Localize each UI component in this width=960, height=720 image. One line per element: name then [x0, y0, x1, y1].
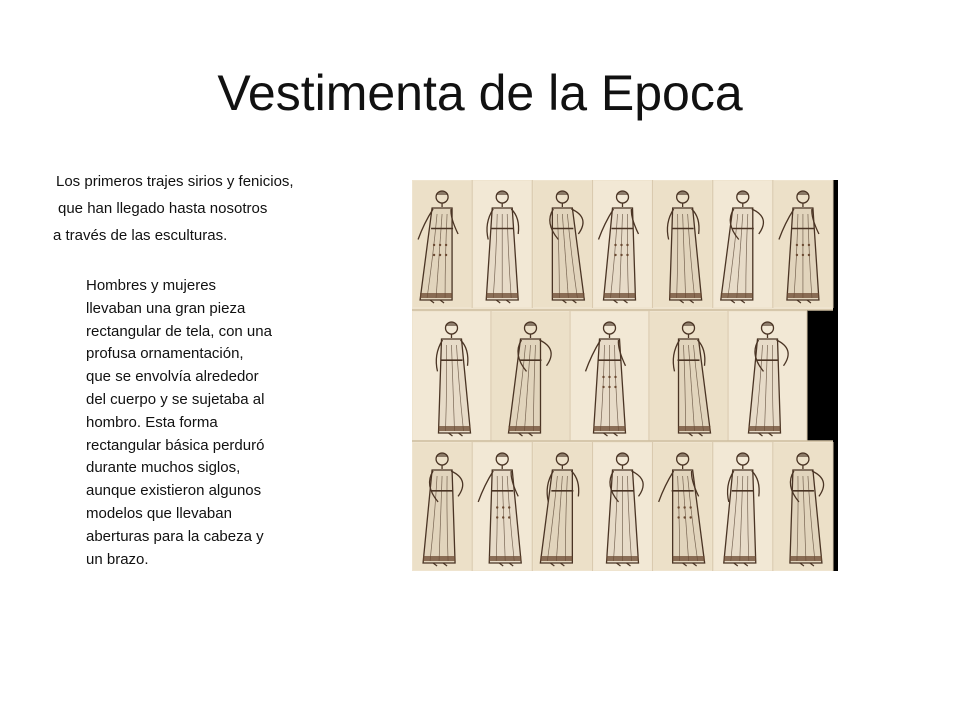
costume-figure	[473, 180, 532, 308]
costume-figure	[533, 442, 592, 571]
body-line: llevaban una gran pieza	[86, 299, 246, 317]
costume-illustration-image	[412, 180, 838, 571]
costume-figure	[593, 180, 652, 308]
body-line: que se envolvía alrededor	[86, 368, 259, 386]
body-line: rectangular básica perduró	[86, 436, 265, 454]
body-line: hombro. Esta forma	[86, 413, 218, 431]
costume-figure	[714, 180, 773, 308]
costume-figure	[413, 311, 491, 441]
costume-figure	[650, 311, 728, 441]
intro-text	[40, 168, 380, 249]
costume-figure	[774, 180, 833, 308]
costume-figure	[654, 180, 713, 308]
body-line: Hombres y mujeres	[86, 277, 217, 294]
body-line: del cuerpo y se sujetaba al	[86, 390, 265, 408]
body-paragraph	[86, 275, 326, 571]
body-line: aunque existieron algunos	[86, 482, 262, 500]
costume-figure	[714, 442, 773, 571]
costume-figure	[571, 311, 649, 441]
costume-figure	[492, 311, 570, 441]
costume-figure	[593, 442, 652, 571]
body-line: durante muchos siglos,	[86, 459, 241, 477]
body-line: aberturas para la cabeza y	[86, 527, 264, 545]
slide-title: Vestimenta de la Epoca	[217, 65, 743, 121]
costume-figure	[533, 180, 592, 308]
costume-figure	[473, 442, 532, 571]
body-line: profusa ornamentación,	[86, 345, 244, 363]
black-border-block	[807, 310, 838, 441]
costume-illustration-collage	[412, 180, 838, 571]
costume-figure	[774, 442, 833, 571]
body-line: rectangular de tela, con una	[86, 322, 272, 340]
costume-figure	[413, 180, 472, 308]
costume-figure	[654, 442, 713, 571]
costume-figure	[413, 442, 472, 571]
body-line: modelos que llevaban	[86, 504, 232, 522]
body-line: un brazo.	[86, 550, 149, 568]
intro-line-3: a través de las esculturas.	[53, 227, 228, 244]
intro-line-2: que han llegado hasta nosotros	[58, 200, 268, 217]
intro-line-1: Los primeros trajes sirios y fenicios,	[56, 173, 294, 190]
costume-figure	[729, 311, 807, 441]
